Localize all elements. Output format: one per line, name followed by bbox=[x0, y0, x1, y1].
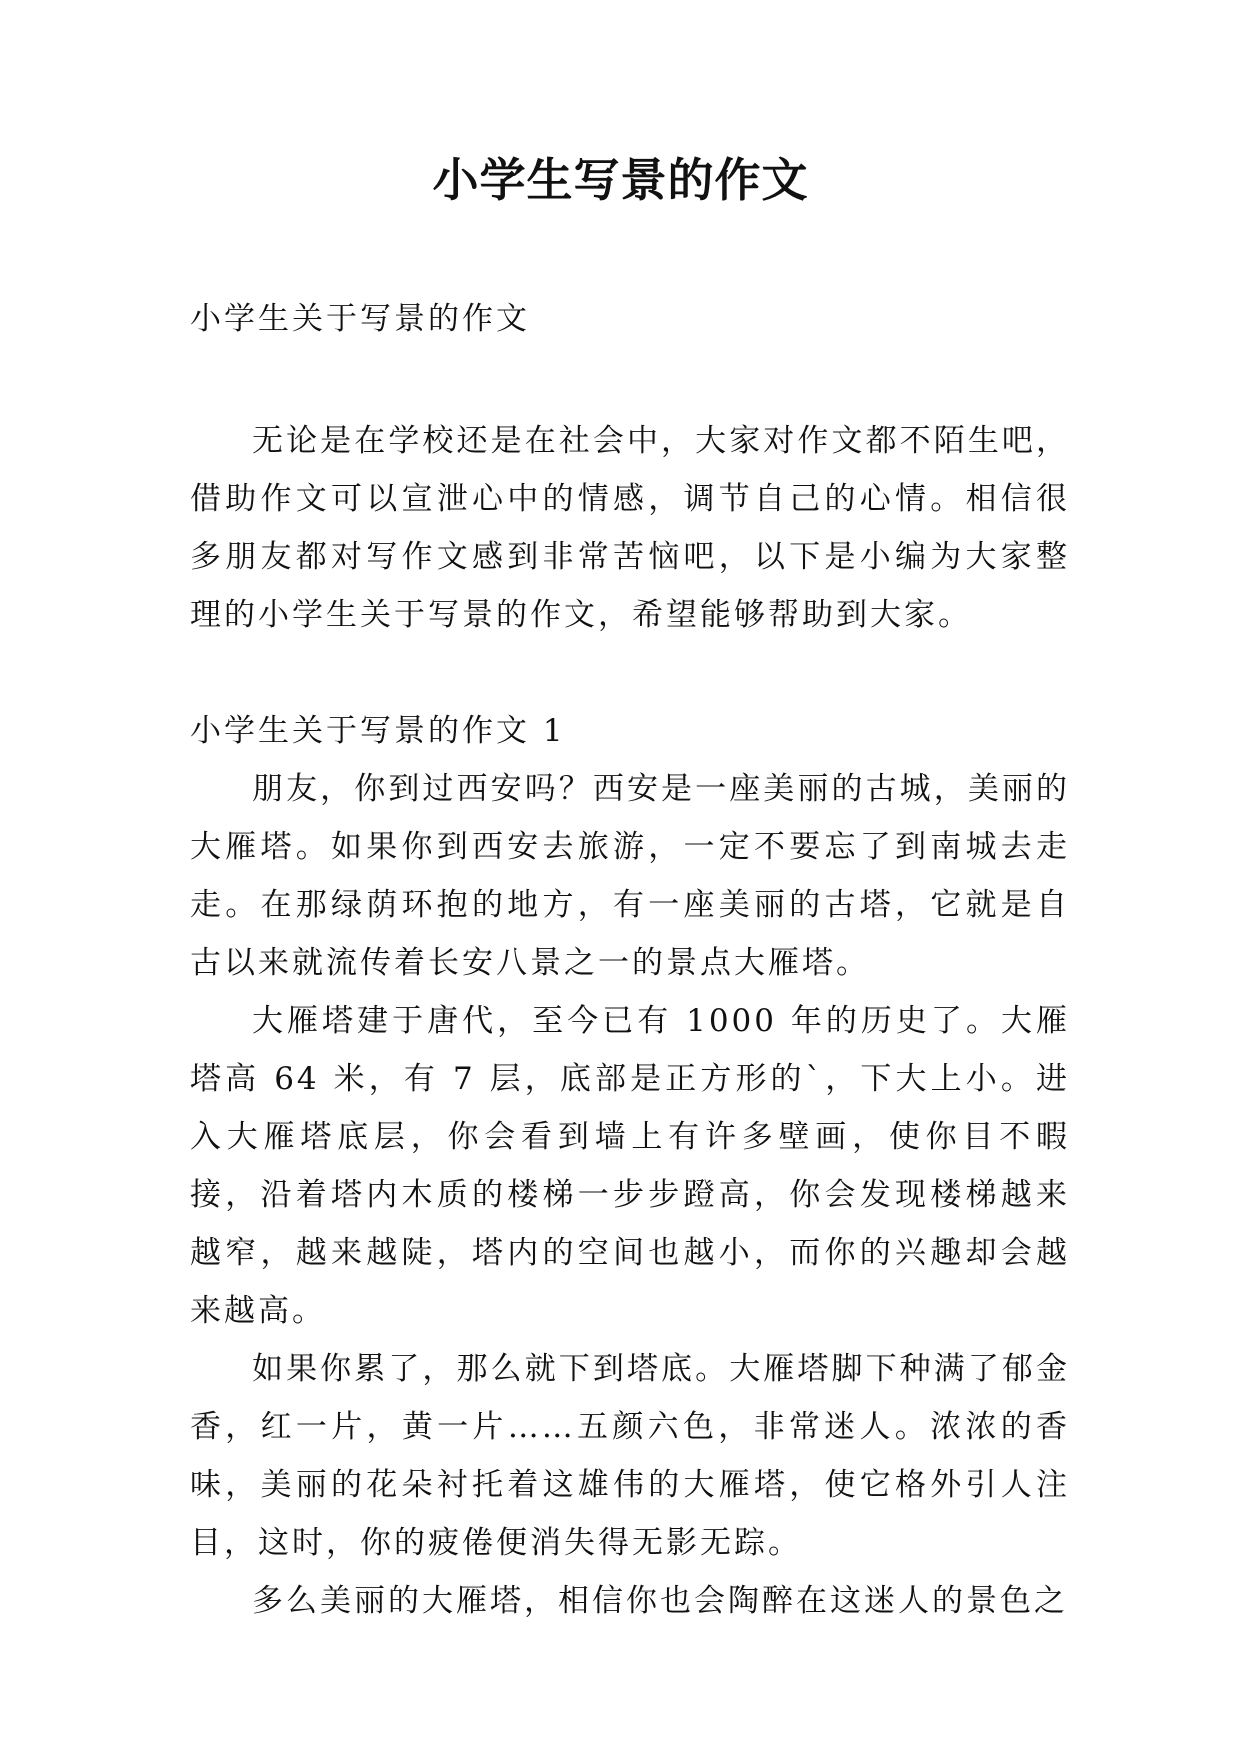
intro-paragraph: 无论是在学校还是在社会中，大家对作文都不陌生吧，借助作文可以宣泄心中的情感，调节自己的心情。相信很多朋友都对写作文感到非常苦恼吧，以下是小编为大家整理的小学生关于写景的作文，希望能够帮助到大家。 bbox=[190, 423, 1070, 633]
body-paragraph-2: 大雁塔建于唐代，至今已有 1000 年的历史了。大雁塔高 64 米，有 7 层，底部是正方形的`，下大上小。进入大雁塔底层，你会看到墙上有许多壁画，使你目不暇接，沿着塔内木质的楼梯一步步蹬高，你会发现楼梯越来越窄，越来越陡，塔内的空间也越小，而你的兴趣却会越来越高。 bbox=[190, 1003, 1070, 1329]
document-title: 小学生写景的作文 bbox=[432, 153, 809, 207]
document-subtitle: 小学生关于写景的作文 bbox=[190, 301, 530, 337]
spacer bbox=[190, 348, 1070, 412]
document-body bbox=[190, 290, 1070, 1630]
body-paragraph-1: 朋友，你到过西安吗？西安是一座美丽的古城，美丽的大雁塔。如果你到西安去旅游，一定不要忘了到南城去走走。在那绿荫环抱的地方，有一座美丽的古塔，它就是自古以来就流传着长安八景之一的景点大雁塔。 bbox=[190, 771, 1070, 981]
section-heading: 小学生关于写景的作文 1 bbox=[190, 713, 566, 749]
spacer bbox=[190, 644, 1070, 702]
body-paragraph-4: 多么美丽的大雁塔，相信你也会陶醉在这迷人的景色之 bbox=[252, 1583, 1068, 1619]
body-paragraph-3: 如果你累了，那么就下到塔底。大雁塔脚下种满了郁金香，红一片，黄一片……五颜六色，非常迷人。浓浓的香味，美丽的花朵衬托着这雄伟的大雁塔，使它格外引人注目，这时，你的疲倦便消失得无影无踪。 bbox=[190, 1351, 1070, 1561]
